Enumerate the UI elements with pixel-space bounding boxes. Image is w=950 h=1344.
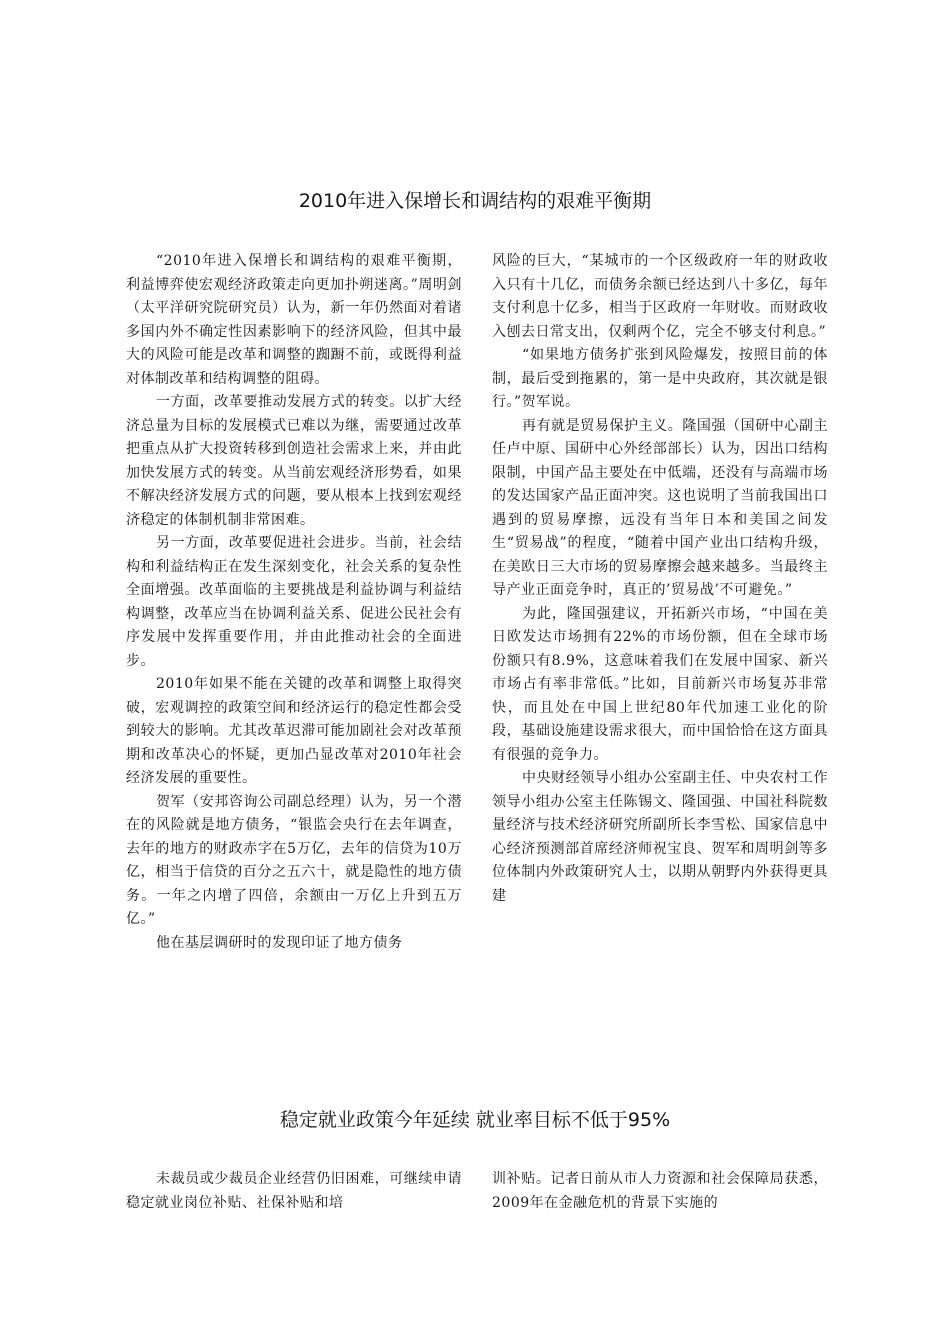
article-title: 稳定就业政策今年延续 就业率目标不低于95%	[279, 1109, 671, 1131]
paragraph: 他在基层调研时的发现印证了地方债务	[156, 934, 403, 951]
paragraph: 2010年如果不能在关键的改革和调整上取得突破，宏观调控的政策空间和经济运行的稳定性都会受到较大的影响。尤其改革迟滞可能加剧社会对改革预期和改革决心的怀疑，更加凸显改革对2010年社会经济发展的重要性。	[126, 676, 462, 786]
article-right-column	[492, 250, 828, 908]
paragraph: 再有就是贸易保护主义。隆国强（国研中心副主任卢中原、国研中心外经部部长）认为，因出口结构限制，中国产品主要处在中低端，还没有与高端市场的发达国家产品正面冲突。这也说明了当前我国出口遇到的贸易摩擦，远没有当年日本和美国之间发生“贸易战”的程度，“随着中国产业出口结构升级，在美欧日三大市场的贸易摩擦会越来越多。当最终主导产业正面竞争时，真正的’贸易战’不可避免。”	[492, 417, 828, 598]
paragraph: 未裁员或少裁员企业经营仍旧困难，可继续申请稳定就业岗位补贴、社保补贴和培	[126, 1171, 462, 1211]
paragraph: 训补贴。记者日前从市人力资源和社会保障局获悉，2009年在金融危机的背景下实施的	[492, 1171, 828, 1211]
paragraph: 另一方面，改革要促进社会进步。当前，社会结构和利益结构正在发生深刻变化，社会关系的复杂性全面增强。改革面临的主要挑战是利益协调与利益结构调整，改革应当在协调利益关系、促进公民社会有序发展中发挥重要作用，并由此推动社会的全面进步。	[126, 535, 462, 669]
paragraph: “2010年进入保增长和调结构的艰难平衡期，利益博弈使宏观经济政策走向更加扑朔迷离。”周明剑（太平洋研究院研究员）认为，新一年仍然面对着诸多国内外不确定性因素影响下的经济风险，但其中最大的风险可能是改革和调整的踟蹰不前，或既得利益对体制改革和结构调整的阻碍。	[126, 253, 462, 387]
paragraph: 中央财经领导小组办公室副主任、中央农村工作领导小组办公室主任陈锡文、隆国强、中国社科院数量经济与技术经济研究所副所长李雪松、国家信息中心经济预测部首席经济师祝宝良、贺军和周明剑等多位体制内外政策研究人士，以期从朝野内外获得更具建	[492, 770, 828, 904]
article-left-column	[126, 1168, 462, 1215]
paragraph: 风险的巨大，“某城市的一个区级政府一年的财政收入只有十几亿，而债务余额已经达到八十多亿，每年支付利息十亿多，相当于区政府一年财收。而财政收入刨去日常支出，仅剩两个亿，完全不够支付利息。”	[492, 253, 828, 340]
paragraph: 贺军（安邦咨询公司副总经理）认为，另一个潜在的风险就是地方债务，“银监会央行在去年调查，去年的地方的财政赤字在5万亿，去年的信贷为10万亿，相当于信贷的百分之五六十，就是隐性的地方债务。一年之内增了四倍，余额由一万亿上升到五万亿。”	[126, 793, 462, 927]
article-right-column	[492, 1168, 828, 1215]
paragraph: “如果地方债务扩张到风险爆发，按照目前的体制，最后受到拖累的，第一是中央政府，其次就是银行。”贺军说。	[492, 347, 828, 410]
paragraph: 为此，隆国强建议，开拓新兴市场，“中国在美日欧发达市场拥有22%的市场份额，但在全球市场份额只有8.9%，这意味着我们在发展中国家、新兴市场占有率非常低。”比如，目前新兴市场复苏非常快，而且处在中国上世纪80年代加速工业化的阶段，基础设施建设需求很大，而中国恰恰在这方面具有很强的竞争力。	[492, 605, 828, 763]
paragraph: 一方面，改革要推动发展方式的转变。以扩大经济总量为目标的发展模式已难以为继，需要通过改革把重点从扩大投资转移到创造社会需求上来，并由此加快发展方式的转变。从当前宏观经济形势看，如果不解决经济发展方式的问题，要从根本上找到宏观经济稳定的体制机制非常困难。	[126, 394, 462, 528]
article-title: 2010年进入保增长和调结构的艰难平衡期	[298, 190, 652, 212]
article-left-column	[126, 250, 462, 955]
